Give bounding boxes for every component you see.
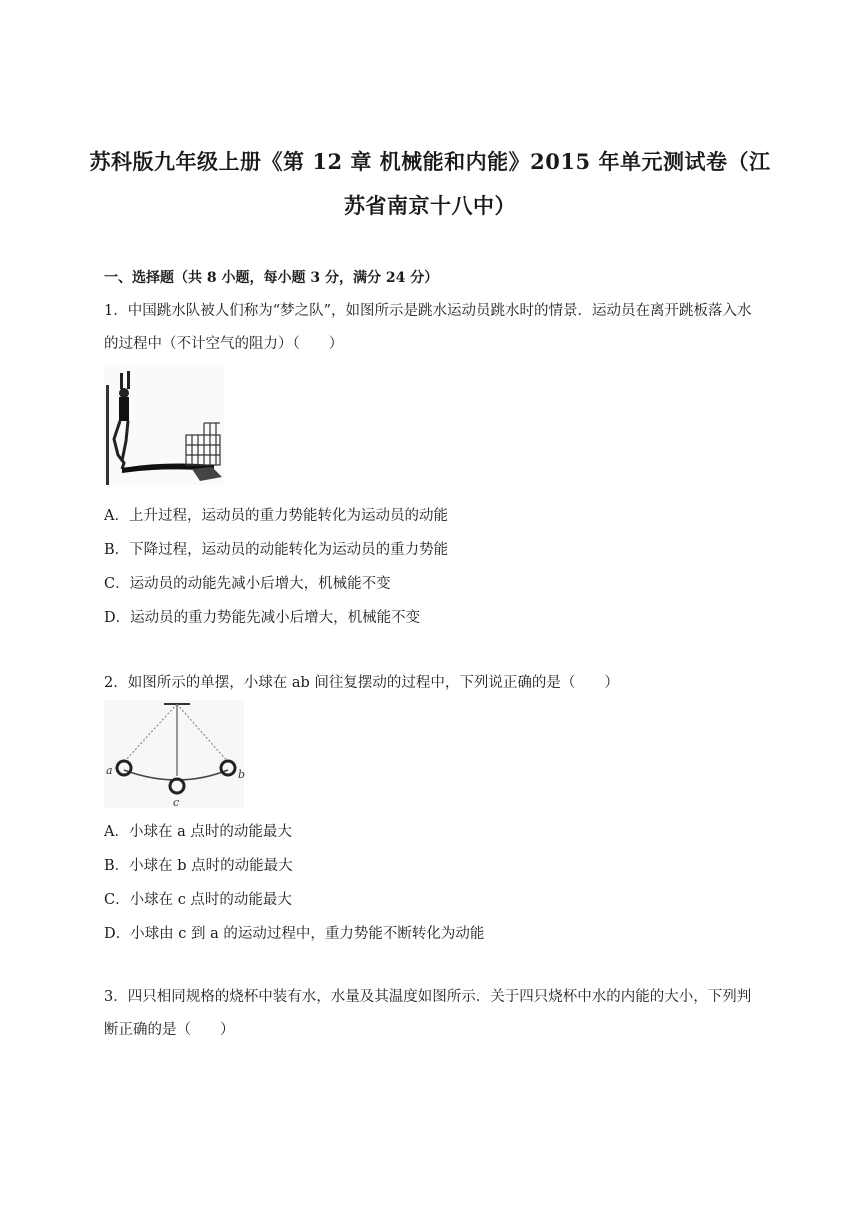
question-3-stem: 3．四只相同规格的烧杯中装有水，水量及其温度如图所示．关于四只烧杯中水的内能的大小，下列判断正确的是（ ） bbox=[104, 989, 752, 1038]
document-title-line-2: 苏省南京十八中） bbox=[344, 193, 516, 218]
pendulum-label-a: a bbox=[106, 764, 113, 777]
question-1-stem: 1．中国跳水队被人们称为“梦之队”，如图所示是跳水运动员跳水时的情景．运动员在离开跳板落入水的过程中（不计空气的阻力）（ ） bbox=[104, 303, 752, 352]
pendulum-label-c: c bbox=[173, 796, 180, 809]
document-title-line-1: 苏科版九年级上册《第 12 章 机械能和内能》2015 年单元测试卷（江 bbox=[89, 149, 771, 174]
question-1-option-a: A．上升过程，运动员的重力势能转化为运动员的动能 bbox=[104, 508, 448, 524]
diving-figure bbox=[104, 365, 224, 485]
question-1-option-b: B．下降过程，运动员的动能转化为运动员的重力势能 bbox=[104, 542, 449, 558]
question-1-option-c: C．运动员的动能先减小后增大，机械能不变 bbox=[104, 576, 391, 592]
pendulum-label-b: b bbox=[238, 768, 246, 781]
section-heading: 一、选择题（共 8 小题，每小题 3 分，满分 24 分） bbox=[104, 270, 439, 286]
question-2-option-b: B．小球在 b 点时的动能最大 bbox=[104, 858, 293, 874]
question-2-stem: 2．如图所示的单摆，小球在 ab 间往复摆动的过程中，下列说正确的是（ ） bbox=[104, 675, 619, 691]
question-2-option-a: A．小球在 a 点时的动能最大 bbox=[104, 824, 292, 840]
question-1-option-d: D．运动员的重力势能先减小后增大，机械能不变 bbox=[104, 610, 421, 626]
question-2-option-c: C．小球在 c 点时的动能最大 bbox=[104, 892, 292, 908]
pendulum-figure bbox=[104, 700, 244, 808]
question-2-option-d: D．小球由 c 到 a 的运动过程中，重力势能不断转化为动能 bbox=[104, 926, 485, 942]
